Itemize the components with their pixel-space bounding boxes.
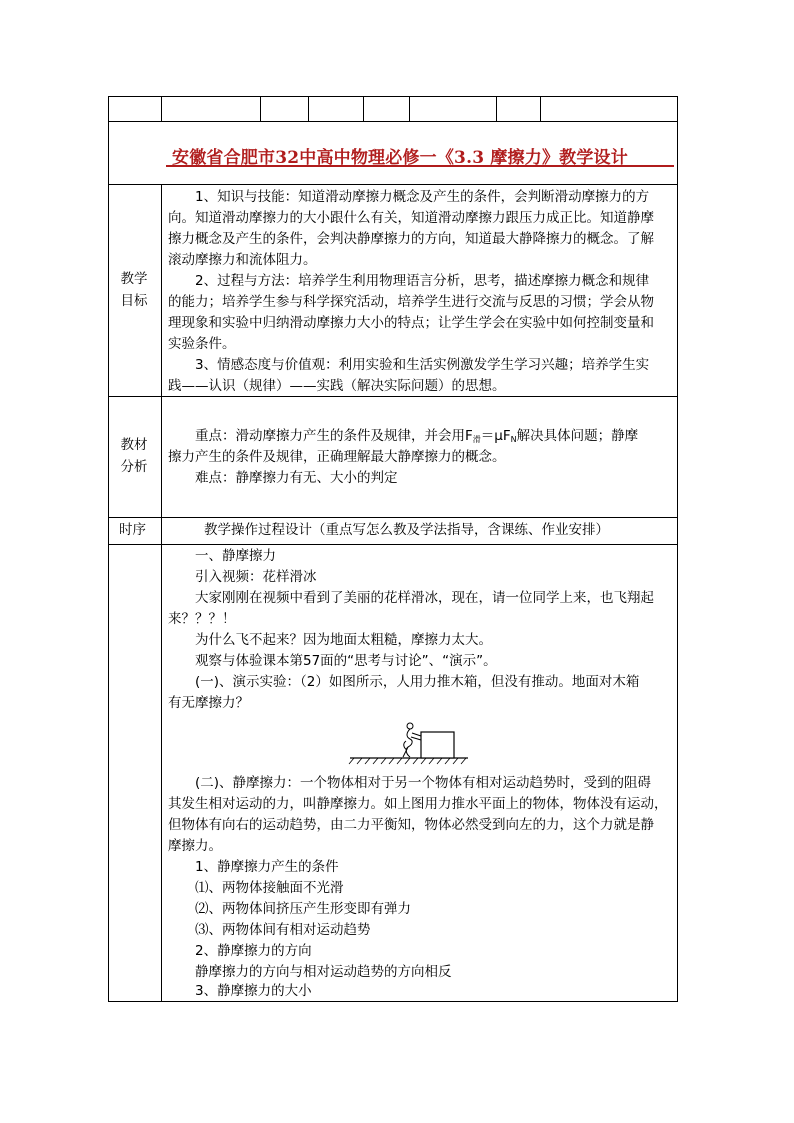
text-line: 但物体有向右的运动趋势，由二力平衡知，物体必然受到向左的力，这个力就是静 bbox=[168, 817, 654, 833]
difficulty-line: 难点：静摩擦力有无、大小的判定 bbox=[195, 470, 398, 486]
time-order-header: 时序 bbox=[119, 522, 146, 538]
text-line: 为什么飞不起来？因为地面太粗糙，摩擦力太大。 bbox=[195, 632, 492, 648]
text-line: 实验条件。 bbox=[168, 336, 236, 352]
person-figure bbox=[403, 723, 421, 757]
text-line: 观察与体验课本第57面的“思考与讨论”、“演示”。 bbox=[195, 653, 497, 669]
row-border bbox=[108, 517, 678, 518]
text-line: (一)、演示实验：（2）如图所示，人用力推木箱，但没有推动。地面对木箱 bbox=[195, 674, 640, 690]
column-border bbox=[308, 96, 309, 121]
text-line: 大家刚刚在视频中看到了美丽的花样滑冰，现在，请一位同学上来，也飞翔起 bbox=[195, 590, 654, 606]
text-line: 的能力；培养学生参与科学探究活动，培养学生进行交流与反思的习惯；学会从物 bbox=[168, 294, 654, 310]
text-line: 3、情感态度与价值观：利用实验和生活实例激发学生学习兴趣；培养学生实 bbox=[195, 357, 650, 373]
text-line: 摩擦力。 bbox=[168, 838, 222, 854]
text-line: 其发生相对运动的力，叫静摩擦力。如上图用力推水平面上的物体，物体没有运动， bbox=[168, 796, 668, 812]
column-border bbox=[409, 96, 410, 121]
column-border bbox=[677, 96, 678, 1001]
row-border bbox=[108, 96, 678, 97]
text-line: ⑴、两物体接触面不光滑 bbox=[195, 880, 344, 896]
row-border bbox=[108, 184, 678, 185]
column-border bbox=[161, 96, 162, 121]
ground-hatching bbox=[349, 758, 466, 764]
focus-text: ＝μF bbox=[480, 428, 511, 444]
subscript: 滑 bbox=[472, 435, 481, 444]
column-border bbox=[108, 96, 109, 1001]
analysis-label-line: 教材 bbox=[120, 437, 148, 453]
row-border bbox=[108, 544, 678, 545]
text-line: 一、静摩擦力 bbox=[195, 548, 276, 564]
text-line: 有无摩擦力？ bbox=[168, 695, 249, 711]
row-border bbox=[108, 1001, 678, 1002]
push-box-diagram bbox=[340, 714, 480, 766]
title-underline bbox=[166, 165, 674, 167]
process-design-header: 教学操作过程设计（重点写怎么教及学法指导，含课练、作业安排） bbox=[204, 522, 609, 538]
text-line: 践——认识（规律）——实践（解决实际问题）的思想。 bbox=[168, 378, 506, 394]
wooden-box bbox=[421, 732, 454, 758]
document-title: 安徽省合肥市32中高中物理必修一《3.3 摩擦力》教学设计 bbox=[172, 148, 628, 168]
focus-text: 解决具体问题；静摩 bbox=[516, 428, 639, 444]
text-line: 擦力概念及产生的条件，会判决静摩擦力的方向，知道最大静降擦力的概念。了解 bbox=[168, 231, 654, 247]
analysis-label bbox=[106, 434, 162, 478]
text-line: ⑶、两物体间有相对运动趋势 bbox=[195, 922, 371, 938]
column-border bbox=[363, 96, 364, 121]
focus-text: 重点：滑动摩擦力产生的条件及规律，并会用F bbox=[195, 428, 473, 444]
text-line: 3、静摩擦力的大小 bbox=[195, 983, 312, 999]
analysis-label-line: 分析 bbox=[120, 459, 148, 475]
subscript: N bbox=[510, 435, 517, 444]
text-line: 1、静摩擦力产生的条件 bbox=[195, 859, 339, 875]
text-line: 滚动摩擦力和流体阻力。 bbox=[168, 252, 317, 268]
text-line: 2、静摩擦力的方向 bbox=[195, 943, 312, 959]
row-border bbox=[108, 121, 678, 122]
text-line: 静摩擦力的方向与相对运动趋势的方向相反 bbox=[195, 964, 452, 980]
column-border bbox=[540, 96, 541, 121]
text-line: (二)、静摩擦力：一个物体相对于另一个物体有相对运动趋势时，受到的阻碍 bbox=[195, 775, 652, 791]
text-line: 2、过程与方法：培养学生利用物理语言分析，思考，描述摩擦力概念和规律 bbox=[195, 273, 650, 289]
objectives-label-line: 目标 bbox=[120, 293, 148, 309]
objectives-label-line: 教学 bbox=[120, 271, 148, 287]
text-line: 1、知识与技能：知道滑动摩擦力概念及产生的条件，会判断滑动摩擦力的方 bbox=[195, 189, 650, 205]
text-line: 理现象和实验中归纳滑动摩擦力大小的特点；让学生学会在实验中如何控制变量和 bbox=[168, 315, 654, 331]
objectives-label bbox=[106, 268, 162, 312]
column-border bbox=[260, 96, 261, 121]
text-line: 来？？？！ bbox=[168, 611, 236, 627]
text-line: 擦力产生的条件及规律，正确理解最大静摩擦力的概念。 bbox=[168, 449, 506, 465]
text-line: 引入视频：花样滑冰 bbox=[195, 569, 317, 585]
text-line: ⑵、两物体间挤压产生形变即有弹力 bbox=[195, 901, 411, 917]
text-line: 向。知道滑动摩擦力的大小跟什么有关，知道滑动摩擦力跟压力成正比。知道静摩 bbox=[168, 210, 654, 226]
column-border bbox=[496, 96, 497, 121]
